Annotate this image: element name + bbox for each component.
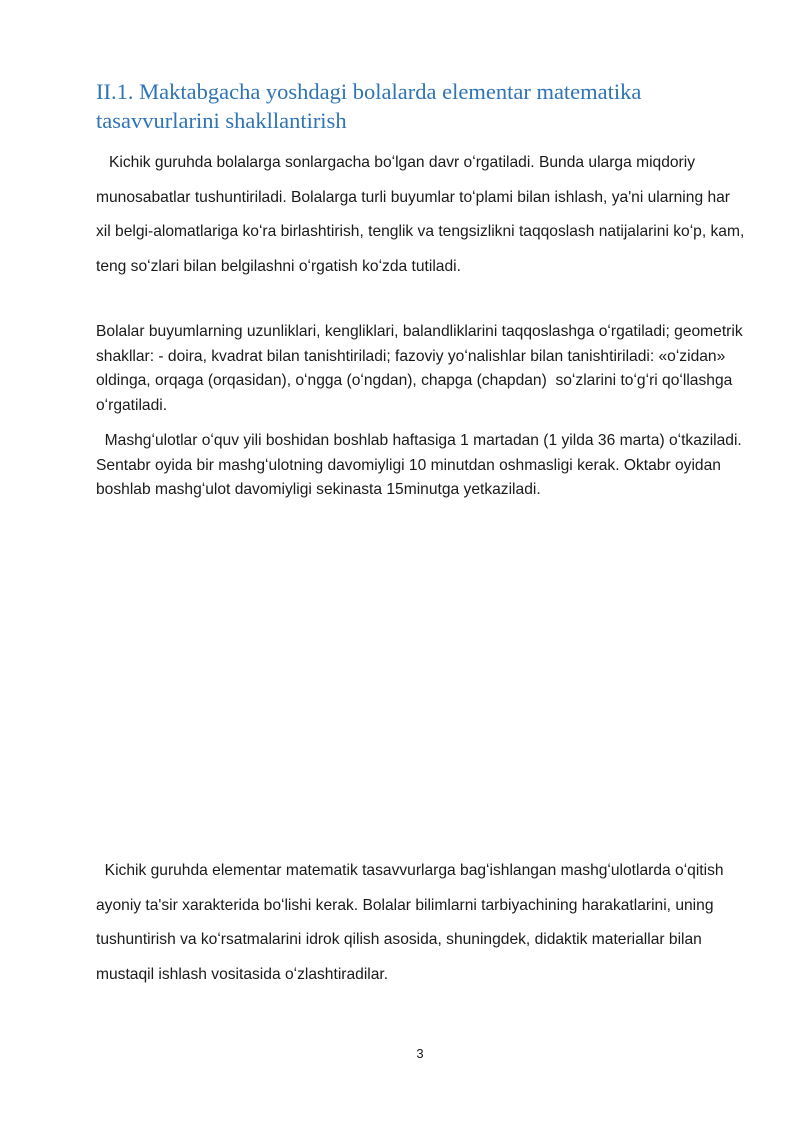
paragraph-shapes: Bolalar buyumlarning uzunliklari, kengliklari, balandliklarini taqqoslashga oʻrgatiladi; geometrik shakllar: - doira, kvadrat bilan tanishtiriladi; fazoviy yoʻnalishlar bilan tanishtiriladi: «oʻzidan» oldinga, orqaga (orqasidan), oʻngga (oʻngdan), chapga (chapdan) soʻzlarini toʻgʻri qoʻllashga oʻrgatiladi.	[96, 323, 747, 414]
paragraph-teaching: Kichik guruhda elementar matematik tasavvurlarga bagʻishlangan mashgʻulotlarda oʻqitish ayoniy ta'sir xarakterida boʻlishi kerak. Bolalar bilimlarni tarbiyachining harakatlarini, uning tushuntirish va koʻrsatmalarini idrok qilish asosida, shuningdek, didaktik materiallar bilan mustaqil ishlash vositasida oʻzlashtiradilar.	[96, 862, 728, 983]
paragraph-schedule: Mashgʻulotlar oʻquv yili boshidan boshlab haftasiga 1 martadan (1 yilda 36 marta) oʻtkaziladi. Sentabr oyida bir mashgʻulotning davomiyligi 10 minutdan oshmasligi kerak. Oktabr oyidan boshlab mashgʻulot davomiyligi sekinasta 15minutga yetkaziladi.	[96, 432, 747, 498]
paragraph-intro: Kichik guruhda bolalarga sonlargacha boʻlgan davr oʻrgatiladi. Bunda ularga miqdoriy munosabatlar tushuntiriladi. Bolalarga turli buyumlar toʻplami bilan ishlash, ya'ni ularning har xil belgi-alomatlariga koʻra birlashtirish, tenglik va tengsizlikni taqqoslash natijalarini koʻp, kam, teng soʻzlari bilan belgilashni oʻrgatish koʻzda tutiladi.	[96, 154, 749, 275]
section-heading: II.1. Maktabgacha yoshdagi bolalarda elementar matematika tasavvurlarini shakllantirish	[96, 79, 642, 133]
page-number: 3	[416, 1046, 424, 1061]
